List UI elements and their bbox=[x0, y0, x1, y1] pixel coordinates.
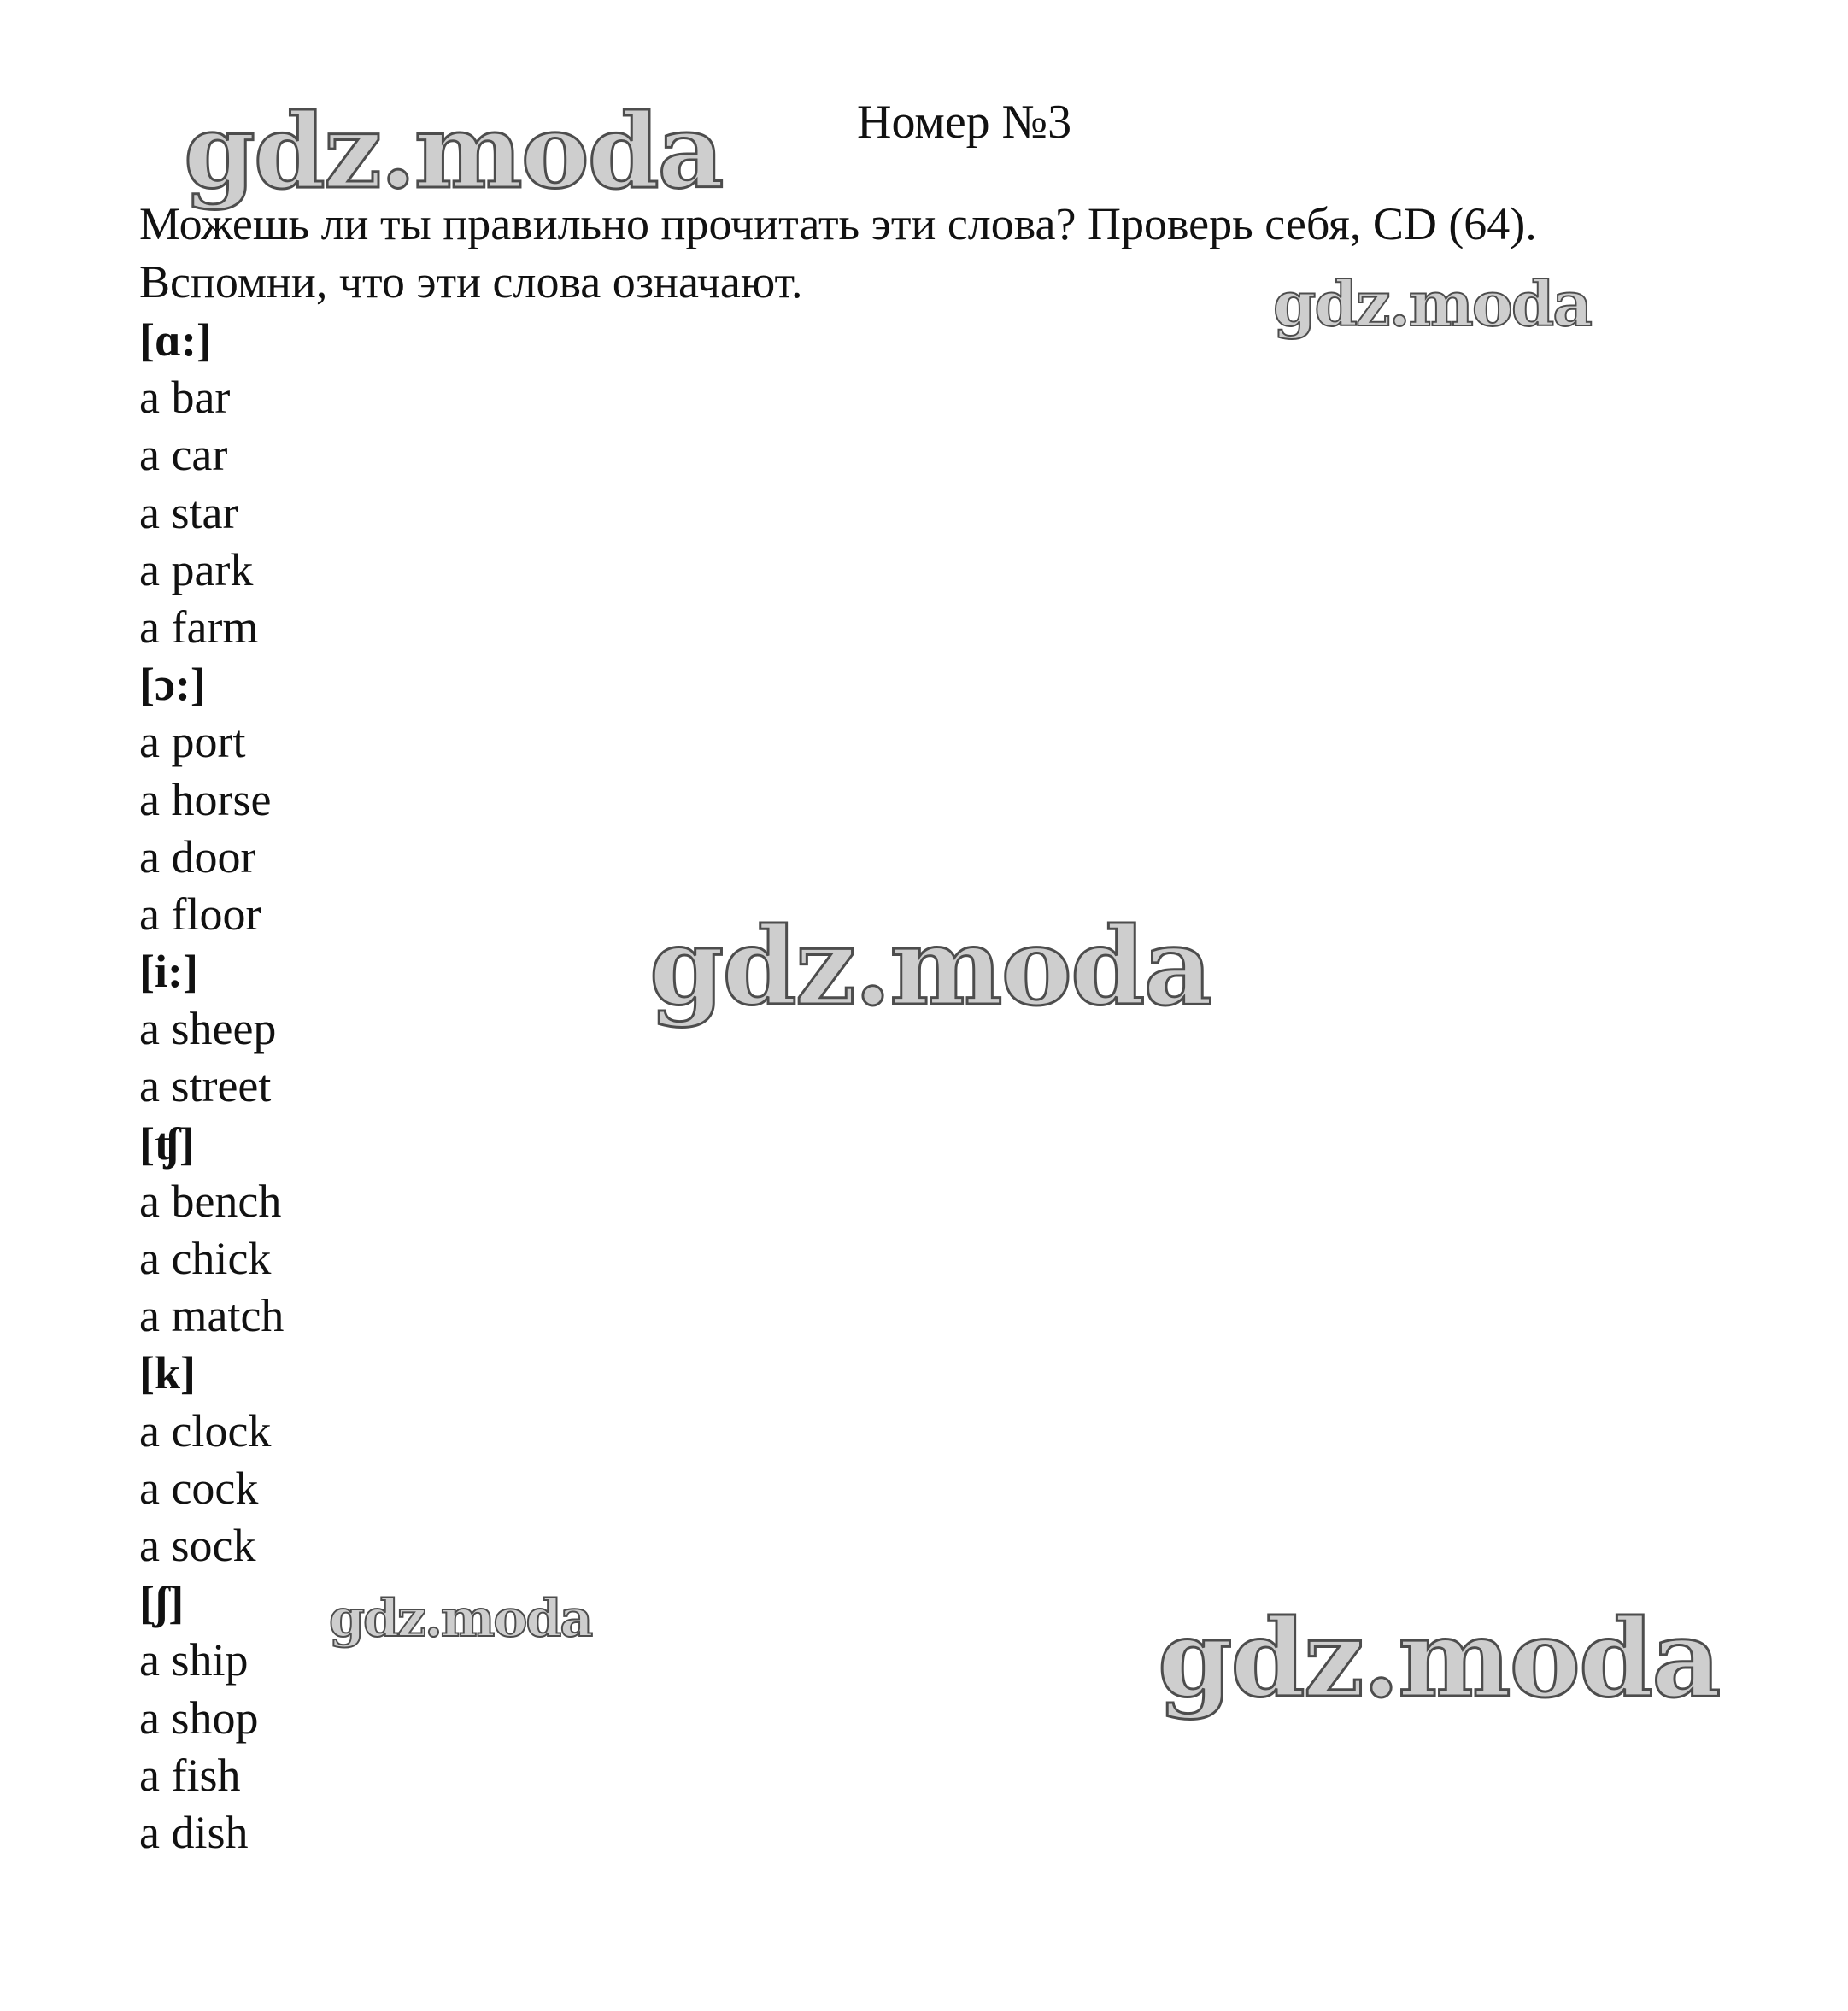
sound-group bbox=[139, 656, 284, 943]
word-item: a farm bbox=[139, 601, 259, 653]
instructions bbox=[139, 195, 1763, 311]
sound-heading: [k] bbox=[139, 1347, 196, 1399]
word-item: a fish bbox=[139, 1749, 241, 1801]
word-item: a port bbox=[139, 716, 246, 768]
word-item: a bench bbox=[139, 1175, 282, 1227]
word-item: a bar bbox=[139, 372, 231, 424]
watermark-logo: gdz.moda bbox=[1158, 1597, 1720, 1721]
word-item: a dish bbox=[139, 1806, 249, 1858]
word-item: a horse bbox=[139, 773, 272, 825]
sound-heading: [ʧ] bbox=[139, 1117, 195, 1170]
word-item: a cock bbox=[139, 1462, 259, 1514]
word-item: a street bbox=[139, 1060, 272, 1112]
sound-group bbox=[139, 1345, 284, 1574]
word-item: a door bbox=[139, 830, 256, 882]
watermark-logo: gdz.moda bbox=[329, 1589, 592, 1649]
word-item: a clock bbox=[139, 1404, 272, 1457]
word-item: a park bbox=[139, 543, 254, 595]
word-item: a ship bbox=[139, 1634, 249, 1686]
instruction-line: Вспомни, что эти слова означают. bbox=[139, 256, 803, 308]
sound-group bbox=[139, 1116, 284, 1346]
sound-group bbox=[139, 1574, 284, 1861]
word-item: a floor bbox=[139, 888, 261, 940]
page-title: Номер №3 bbox=[857, 96, 1072, 149]
watermark-logo: gdz.moda bbox=[649, 905, 1211, 1029]
word-groups bbox=[139, 312, 284, 1861]
instruction-line: Можешь ли ты правильно прочитать эти слова? Проверь себя, CD (64). bbox=[139, 198, 1537, 249]
word-item: a star bbox=[139, 486, 238, 538]
sound-heading: [ʃ] bbox=[139, 1577, 185, 1629]
word-item: a car bbox=[139, 429, 228, 481]
sound-heading: [ɑ:] bbox=[139, 314, 212, 366]
sound-heading: [i:] bbox=[139, 946, 198, 998]
sound-group bbox=[139, 312, 284, 656]
word-item: a shop bbox=[139, 1691, 259, 1744]
watermark-logo: gdz.moda bbox=[184, 91, 723, 212]
watermark-logo: gdz.moda bbox=[1273, 267, 1591, 340]
word-item: a sock bbox=[139, 1519, 256, 1571]
word-item: a sheep bbox=[139, 1003, 277, 1055]
word-item: a chick bbox=[139, 1233, 272, 1284]
word-item: a match bbox=[139, 1290, 285, 1342]
sound-group bbox=[139, 943, 284, 1116]
sound-heading: [ɔ:] bbox=[139, 659, 206, 711]
